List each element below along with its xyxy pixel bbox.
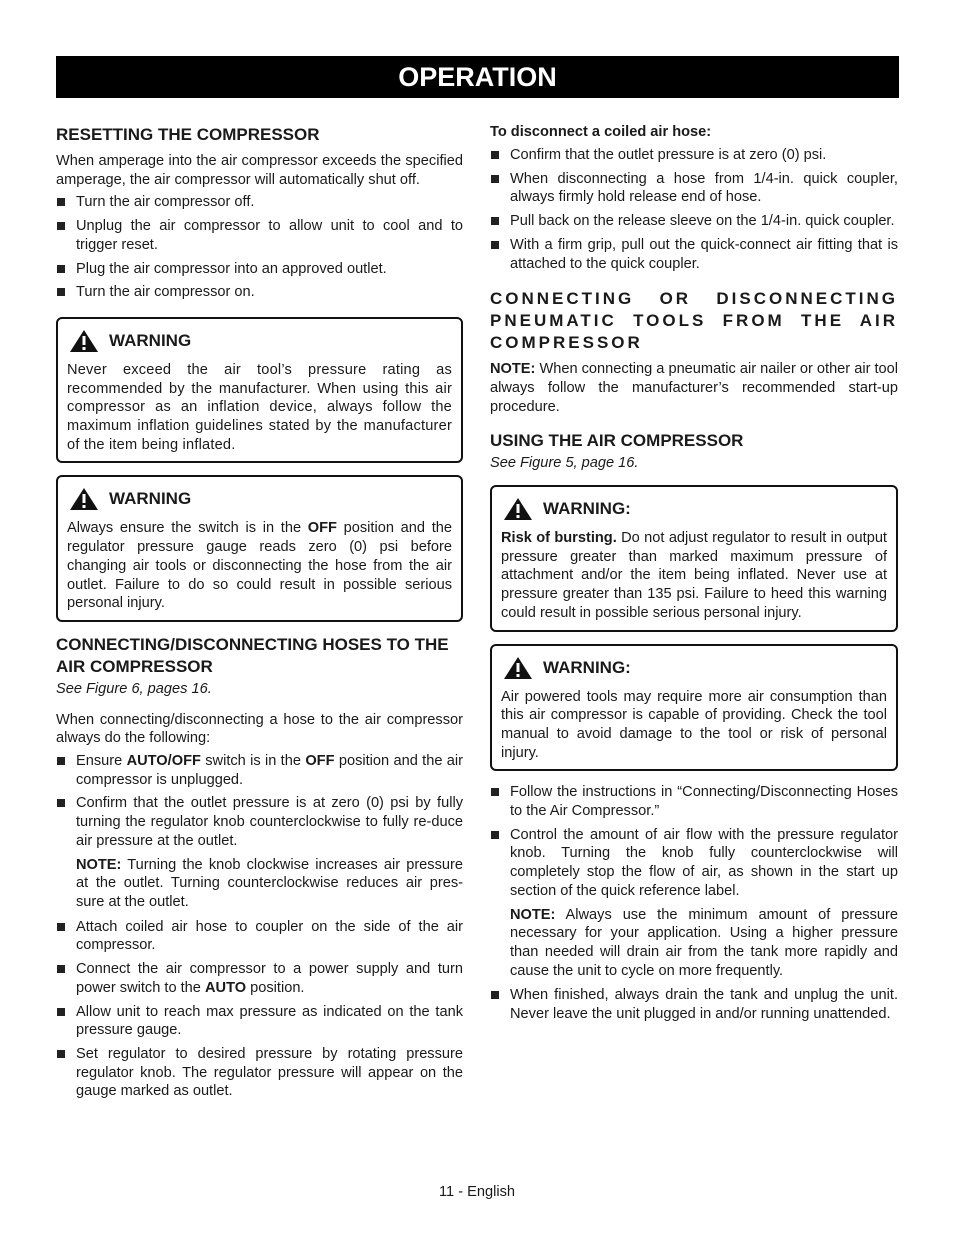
- bullet-icon: [491, 241, 499, 249]
- warning-triangle-icon: [69, 487, 99, 511]
- pneumatic-heading: CONNECTING OR DISCONNECTING PNEUMATIC TOOLS FROM THE AIR COMPRESSOR: [490, 289, 898, 353]
- warning-text: Always ensure the switch is in the OFF position and the regulator pressure gauge reads zero (0) psi before changing air tools or disconnecting the hose from the air outlet. Failure to do so could result in possible serious personal injury.: [67, 520, 452, 612]
- list-item: [56, 193, 463, 212]
- bullet-icon: [491, 991, 499, 999]
- list-item: Attach coiled air hose to coupler on the side of the air compressor.: [56, 918, 463, 955]
- list-item-text: Unplug the air compressor to allow unit to cool and to trigger reset.: [76, 218, 463, 253]
- warning-box-bursting: [490, 485, 898, 632]
- bullet-icon: [57, 198, 65, 206]
- hoses-heading: CONNECTING/DISCONNECTING HOSES TO THE AIR COMPRESSOR: [56, 634, 449, 676]
- bullet-icon: [57, 265, 65, 273]
- bullet-icon: [57, 965, 65, 973]
- list-item: Confirm that the outlet pressure is at zero (0) psi by fully turning the regulator knob counterclockwise to fully re-duce air pressure at the outlet.: [56, 794, 463, 850]
- warning-title: WARNING:: [543, 499, 631, 519]
- bullet-icon: [491, 151, 499, 159]
- page-banner: OPERATION: [56, 56, 899, 98]
- hoses-note: NOTE: Turning the knob clockwise increases air pressure at the outlet. Turning counterclockwise reduces air pres-sure at the outlet.: [76, 856, 463, 910]
- bullet-icon: [491, 175, 499, 183]
- hoses-list: [56, 752, 463, 851]
- page-number: 11 - English: [439, 1184, 515, 1200]
- warning-triangle-icon: [503, 656, 533, 680]
- warning-text: Never exceed the air tool’s pressure rating as recommended by the manufacturer. When using this air compressor as an inflation device, always follow the maximum inflation guidelines stated by the manufacturer of the item being inflated.: [67, 361, 452, 453]
- list-item: Confirm that the outlet pressure is at zero (0) psi.: [490, 146, 898, 165]
- figure-reference: See Figure 5, page 16.: [490, 455, 639, 472]
- bullet-icon: [57, 1008, 65, 1016]
- bullet-icon: [57, 923, 65, 931]
- warning-text: Air powered tools may require more air consumption than this air compressor is capable of providing. Check the tool manual to avoid damage to the tool or risk of personal injury.: [501, 688, 887, 761]
- using-note: NOTE: Always use the minimum amount of pressure necessary for your application. Using a higher pressure than needed will drain air from the tank more rapidly and cause the unit to cycle on more frequently.: [510, 906, 898, 979]
- disconnect-subheading: To disconnect a coiled air hose:: [490, 124, 712, 140]
- right-column: [490, 124, 898, 1029]
- bullet-icon: [57, 799, 65, 807]
- warning-box-air-consumption: [490, 644, 898, 772]
- list-item: Set regulator to desired pressure by rotating pressure regulator knob. The regulator pressure will appear on the gauge marked as outlet.: [56, 1045, 463, 1101]
- disconnect-list: [490, 146, 898, 273]
- bullet-icon: [491, 831, 499, 839]
- list-item-text: Plug the air compressor into an approved outlet.: [76, 260, 387, 277]
- hoses-intro: When connecting/disconnecting a hose to the air compressor always do the following:: [56, 711, 463, 747]
- list-item: With a firm grip, pull out the quick-connect air fitting that is attached to the quick coupler.: [490, 236, 898, 273]
- resetting-heading: RESETTING THE COMPRESSOR: [56, 125, 320, 144]
- list-item: Connect the air compressor to a power supply and turn power switch to the AUTO position.: [56, 960, 463, 997]
- list-item: When disconnecting a hose from 1/4-in. quick coupler, always firmly hold release end of hose.: [490, 170, 898, 207]
- list-item-text: Turn the air compressor off.: [76, 194, 255, 211]
- warning-heading: [69, 329, 452, 353]
- resetting-list: [56, 193, 463, 302]
- list-item-text: Turn the air compressor on.: [76, 284, 255, 301]
- warning-heading: [503, 656, 887, 680]
- bullet-icon: [491, 788, 499, 796]
- figure-reference: See Figure 6, pages 16.: [56, 680, 212, 697]
- bullet-icon: [57, 757, 65, 765]
- bullet-icon: [57, 1050, 65, 1058]
- list-item: When finished, always drain the tank and unplug the unit. Never leave the unit plugged in and/or running unattended.: [490, 986, 898, 1023]
- warning-box-switch-off: [56, 475, 463, 622]
- list-item: Control the amount of air flow with the pressure regulator knob. Turning the knob fully counterclockwise will completely stop the flow of air, as shown in the start up section of the quick reference label.: [490, 826, 898, 901]
- using-list: [490, 783, 898, 900]
- warning-heading: [69, 487, 452, 511]
- resetting-intro: When amperage into the air compressor exceeds the specified amperage, the air compressor will automatically shut off.: [56, 153, 463, 188]
- list-item: Pull back on the release sleeve on the 1/4-in. quick coupler.: [490, 212, 898, 231]
- list-item: Follow the instructions in “Connecting/Disconnecting Hoses to the Air Compressor.”: [490, 783, 898, 820]
- list-item: [56, 217, 463, 254]
- left-column: [56, 124, 463, 1106]
- list-item: [56, 260, 463, 279]
- warning-title: WARNING: [109, 330, 192, 350]
- bullet-icon: [491, 217, 499, 225]
- list-item: Allow unit to reach max pressure as indicated on the tank pressure gauge.: [56, 1003, 463, 1040]
- using-list-continued: [490, 986, 898, 1023]
- warning-triangle-icon: [69, 329, 99, 353]
- warning-title: WARNING: [109, 489, 192, 509]
- warning-text: Risk of bursting. Do not adjust regulator to result in output pressure greater than marked maximum pressure of attachment and/or the item being inflated. Never use at pressure greater than 135 psi. Failure to heed this warning could result in possible serious personal injury.: [501, 530, 887, 621]
- bullet-icon: [57, 288, 65, 296]
- list-item: Ensure AUTO/OFF switch is in the OFF position and the air compressor is unplugged.: [56, 752, 463, 789]
- hoses-list-continued: [56, 918, 463, 1101]
- warning-heading: [503, 497, 887, 521]
- using-heading: USING THE AIR COMPRESSOR: [490, 431, 744, 451]
- warning-title: WARNING:: [543, 657, 631, 677]
- pneumatic-note: NOTE: When connecting a pneumatic air nailer or other air tool always follow the manufacturer’s recommended start-up procedure.: [490, 361, 899, 415]
- bullet-icon: [57, 222, 65, 230]
- warning-box-inflation: [56, 317, 463, 464]
- warning-triangle-icon: [503, 497, 533, 521]
- list-item: [56, 283, 463, 302]
